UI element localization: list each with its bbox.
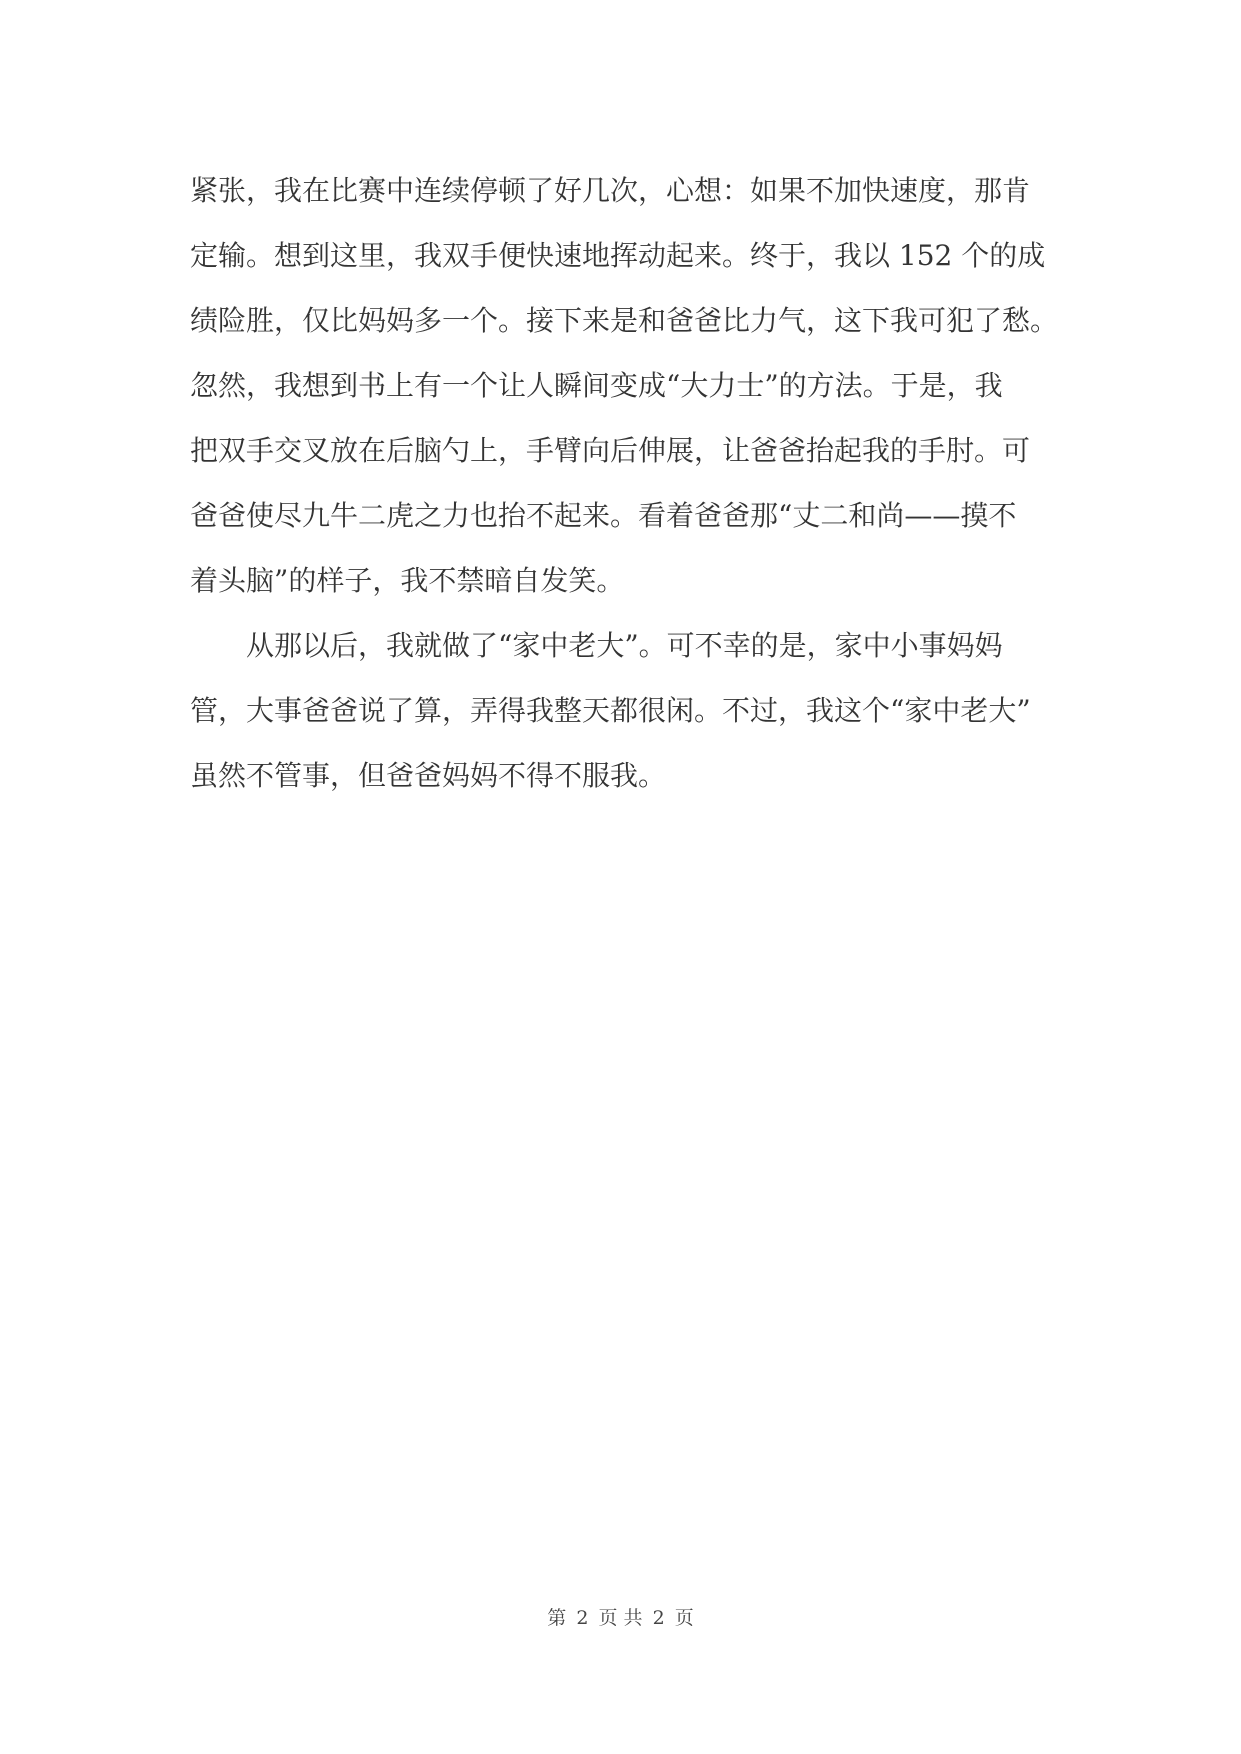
text-line: 把双手交叉放在后脑勺上，手臂向后伸展，让爸爸抬起我的手肘。可	[190, 434, 1031, 467]
footer-prefix: 第	[547, 1607, 567, 1629]
footer-mid: 页 共	[598, 1607, 643, 1629]
text-line: 虽然不管事，但爸爸妈妈不得不服我。	[190, 759, 667, 792]
text-line: 定输。想到这里，我双手便快速地挥动起来。终于，我以 152 个的成	[190, 239, 1046, 272]
footer-current-page: 2	[576, 1607, 589, 1629]
footer-suffix: 页	[674, 1607, 694, 1629]
text-line: 爸爸使尽九牛二虎之力也抬不起来。看着爸爸那“丈二和尚——摸不	[190, 499, 1017, 532]
text-line: 从那以后，我就做了“家中老大”。可不幸的是，家中小事妈妈	[190, 629, 1003, 662]
body-text	[190, 158, 1070, 808]
text-line: 管，大事爸爸说了算，弄得我整天都很闲。不过，我这个“家中老大”	[190, 694, 1031, 727]
text-line: 忽然，我想到书上有一个让人瞬间变成“大力士”的方法。于是，我	[190, 369, 1003, 402]
text-line: 紧张，我在比赛中连续停顿了好几次，心想：如果不加快速度，那肯	[190, 174, 1031, 207]
page-footer	[0, 1603, 1241, 1630]
footer-total-pages: 2	[652, 1607, 665, 1629]
text-line: 着头脑”的样子，我不禁暗自发笑。	[190, 564, 625, 597]
text-line: 绩险胜，仅比妈妈多一个。接下来是和爸爸比力气，这下我可犯了愁。	[190, 304, 1059, 337]
